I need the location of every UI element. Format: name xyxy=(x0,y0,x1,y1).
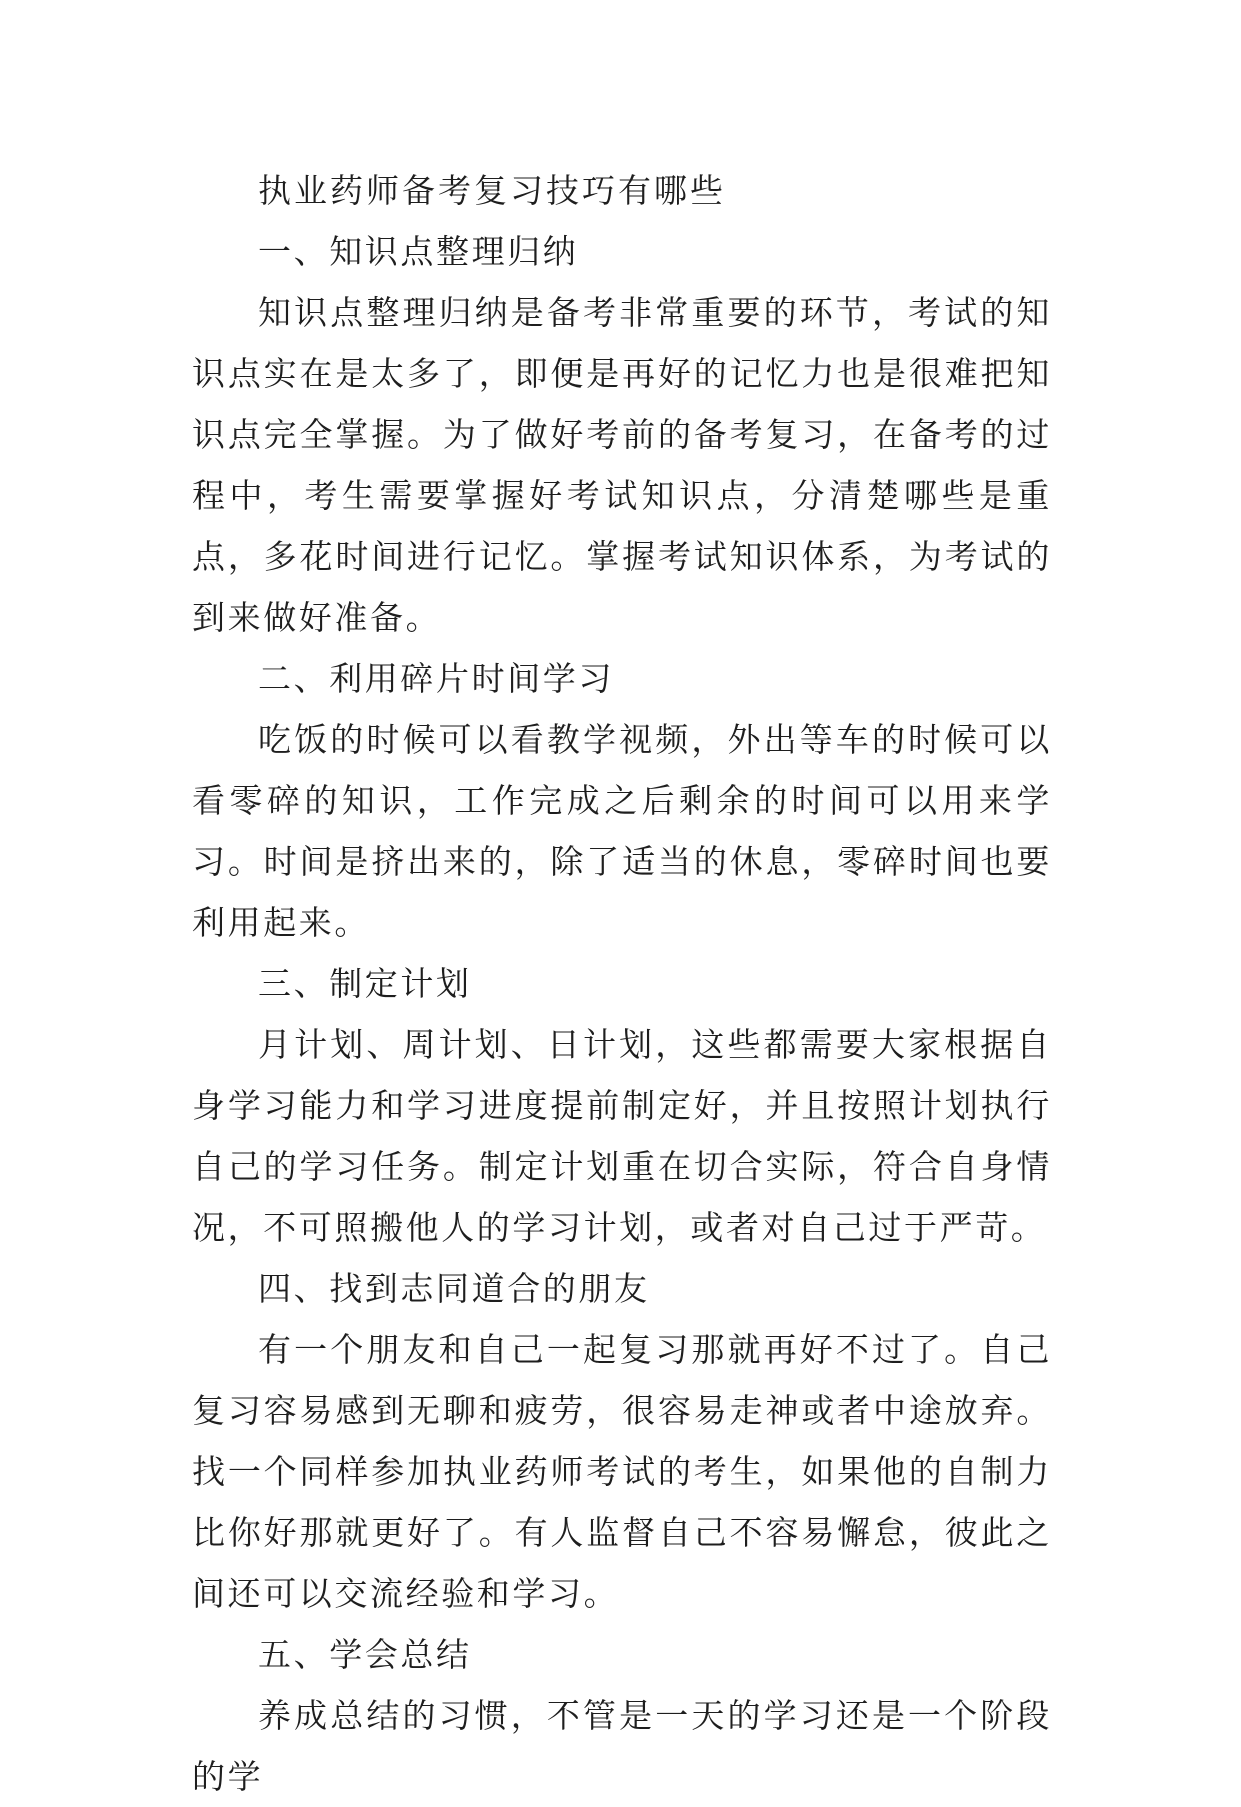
section-heading-5: 五、学会总结 xyxy=(258,1635,472,1674)
document-title: 执业药师备考复习技巧有哪些 xyxy=(258,171,726,210)
document-body xyxy=(192,160,1052,1807)
paragraph-2: 吃饭的时候可以看教学视频，外出等车的时候可以看零碎的知识，工作完成之后剩余的时间可以用来学习。时间是挤出来的，除了适当的休息，零碎时间也要利用起来。 xyxy=(192,720,1052,942)
paragraph-1: 知识点整理归纳是备考非常重要的环节，考试的知识点实在是太多了，即便是再好的记忆力也是很难把知识点完全掌握。为了做好考前的备考复习，在备考的过程中，考生需要掌握好考试知识点，分清楚哪些是重点，多花时间进行记忆。掌握考试知识体系，为考试的到来做好准备。 xyxy=(192,293,1052,637)
section-heading-1: 一、知识点整理归纳 xyxy=(258,232,579,271)
section-heading-2: 二、利用碎片时间学习 xyxy=(258,659,614,698)
section-heading-4: 四、找到志同道合的朋友 xyxy=(258,1269,650,1308)
paragraph-5: 养成总结的习惯，不管是一天的学习还是一个阶段的学 xyxy=(192,1696,1052,1796)
section-heading-3: 三、制定计划 xyxy=(258,964,472,1003)
paragraph-3: 月计划、周计划、日计划，这些都需要大家根据自身学习能力和学习进度提前制定好，并且按照计划执行自己的学习任务。制定计划重在切合实际，符合自身情况，不可照搬他人的学习计划，或者对自己过于严苛。 xyxy=(192,1025,1052,1247)
paragraph-4: 有一个朋友和自己一起复习那就再好不过了。自己复习容易感到无聊和疲劳，很容易走神或者中途放弃。找一个同样参加执业药师考试的考生，如果他的自制力比你好那就更好了。有人监督自己不容易懈怠，彼此之间还可以交流经验和学习。 xyxy=(192,1330,1052,1613)
